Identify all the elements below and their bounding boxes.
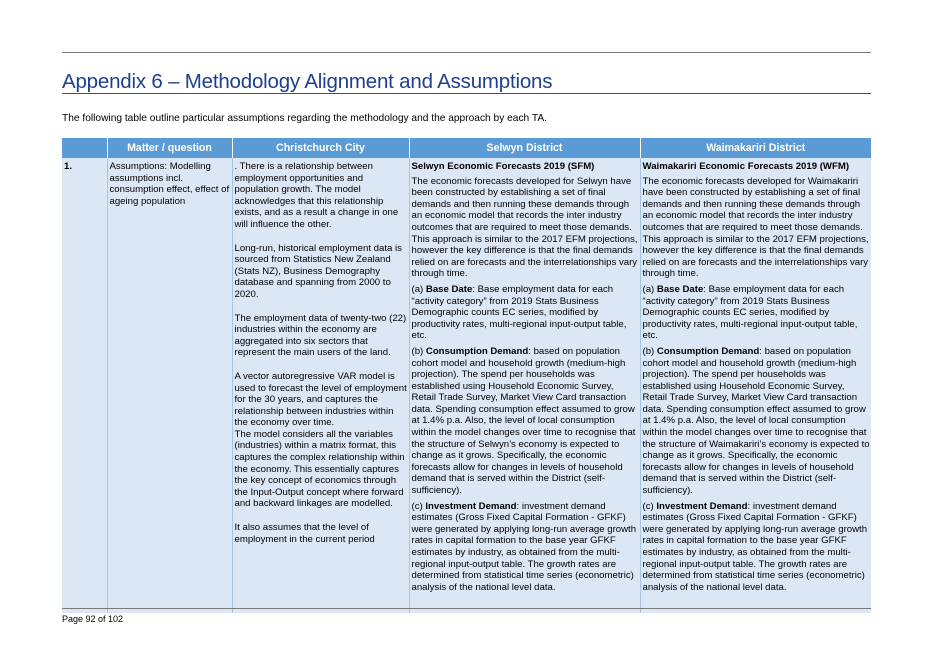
waimakariri-cell — [640, 158, 871, 613]
christchurch-para-3: The employment data of twenty-two (22) industries within the economy are aggregated into six sectors that represent the main users of the land. — [234, 312, 407, 359]
selwyn-c-term: Investment Demand — [425, 500, 517, 512]
waimakariri-c-text: : investment demand estimates (Gross Fixed Capital Formation - GFKF) were generated by applying long-run average growth rates in capital formation to the base year GFKF estimates by industry, as obtained from the multi-regional input-output table. The growth rates are determined from statistical time series (econometric) analysis of the national level data. — [642, 500, 868, 593]
christchurch-para-2: Long-run, historical employment data is sourced from Statistics New Zealand (Stats NZ), Business Demography database and spanning from 2000 to 2020. — [234, 242, 402, 300]
table-row — [62, 158, 871, 613]
waimakariri-base-date — [643, 284, 871, 342]
page-title: Appendix 6 – Methodology Alignment and Assumptions — [62, 70, 553, 93]
waimakariri-a-prefix: (a) — [642, 283, 657, 295]
selwyn-c-prefix: (c) — [411, 500, 426, 512]
christchurch-para-6: It also assumes that the level of employment in the current period — [234, 522, 375, 545]
waimakariri-a-term: Base Date — [656, 283, 704, 295]
intro-text: The following table outline particular assumptions regarding the methodology and the approach by each TA. — [62, 113, 547, 124]
waimakariri-b-text: : based on population cohort model and household growth (medium-high projection). The spend per households was established using Household Economic Survey, Retail Trade Survey, Market View Card transaction data. Spending consumption effect assumed to grow at 1.4% p.a. Also, the level of local consumption within the model changes over time to recognise that the structure of Waimakariri’s economy is expected to change as it grows. Specifically, the economic forecasts allow for changes in levels of household demand that is served within the District (self-sufficiency). — [642, 345, 870, 497]
waimakariri-c-term: Investment Demand — [656, 500, 748, 512]
waimakariri-b-term: Consumption Demand — [656, 345, 760, 357]
table-header-row — [62, 138, 871, 158]
top-rule — [62, 52, 871, 53]
page-number: Page 92 of 102 — [62, 614, 124, 624]
selwyn-investment-demand — [412, 501, 639, 594]
selwyn-b-prefix: (b) — [411, 345, 426, 357]
selwyn-b-term: Consumption Demand — [425, 345, 529, 357]
header-selwyn: Selwyn District — [409, 138, 640, 158]
selwyn-a-text: : Base employment data for each “activity category” from 2019 Stats Business Demographic counts EC series, modified by productivity rates, multi-regional input-output table, etc. — [411, 283, 627, 342]
title-rule — [62, 93, 871, 94]
waimakariri-a-text: : Base employment data for each “activity category” from 2019 Stats Business Demographic counts EC series, modified by productivity rates, multi-regional input-output table, etc. — [642, 283, 858, 342]
methodology-table — [62, 138, 871, 613]
bottom-rule — [62, 608, 871, 609]
header-number — [62, 138, 107, 158]
selwyn-consumption-demand — [412, 346, 639, 497]
row-number: 1. — [62, 158, 107, 613]
selwyn-intro: The economic forecasts developed for Selwyn have been constructed by establishing a set of final demands and then running these demands through an economic model that records the inter industry outcomes that are required to meet those demands. This approach is similar to the 2017 EFM projections, however the key difference is that the final demands relied on are forecasts and the interrelationships vary through time. — [411, 175, 638, 280]
christchurch-para-1: . There is a relationship between employment opportunities and population growth. The model acknowledges that this relationship exists, and as a result a change in one will influence the other. — [234, 161, 399, 230]
selwyn-a-term: Base Date — [425, 283, 473, 295]
waimakariri-consumption-demand — [643, 346, 871, 497]
selwyn-heading: Selwyn Economic Forecasts 2019 (SFM) — [411, 161, 595, 172]
selwyn-cell — [409, 158, 640, 613]
matter-cell: Assumptions: Modelling assumptions incl. consumption effect, effect of ageing population — [107, 158, 232, 613]
christchurch-para-5: The model considers all the variables (industries) within a matrix format, this captures the complex relationship within the economy. This essentially captures the key concept of economics through the Input-Output concept where forward and backward linkages are modelled. — [234, 428, 405, 510]
waimakariri-c-prefix: (c) — [642, 500, 657, 512]
header-matter: Matter / question — [107, 138, 232, 158]
waimakariri-heading: Waimakariri Economic Forecasts 2019 (WFM) — [642, 161, 850, 172]
christchurch-para-4: A vector autoregressive VAR model is used to forecast the level of employment for the 30 years, and captures the relationship between industries within the economy over time. — [234, 370, 407, 429]
christchurch-cell — [232, 158, 409, 613]
selwyn-base-date — [412, 284, 639, 342]
header-christchurch: Christchurch City — [232, 138, 409, 158]
header-waimakariri: Waimakariri District — [640, 138, 871, 158]
selwyn-b-text: : based on population cohort model and household growth (medium-high projection). The spend per households was established using Household Economic Survey, Retail Trade Survey, Market View Card transaction data. Spending consumption effect assumed to grow at 1.4% p.a. Also, the level of local consumption within the model changes over time to recognise that the structure of Selwyn’s economy is expected to change as it grows. Specifically, the economic forecasts allow for changes in levels of household demand that is served within the District (self-sufficiency). — [411, 345, 636, 497]
waimakariri-intro: The economic forecasts developed for Waimakariri have been constructed by establishing a set of final demands and then running these demands through an economic model that records the inter industry outcomes that are required to meet those demands. This approach is similar to the 2017 EFM projections, however the key difference is that the final demands relied on are forecasts and the interrelationships vary through time. — [642, 175, 869, 280]
selwyn-c-text: : investment demand estimates (Gross Fixed Capital Formation - GFKF) were generated by applying long-run average growth rates in capital formation to the base year GFKF estimates by industry, as obtained from the multi-regional input-output table. The growth rates are determined from statistical time series (econometric) analysis of the national level data. — [411, 500, 637, 593]
waimakariri-investment-demand — [643, 501, 871, 594]
waimakariri-b-prefix: (b) — [642, 345, 657, 357]
selwyn-a-prefix: (a) — [411, 283, 426, 295]
